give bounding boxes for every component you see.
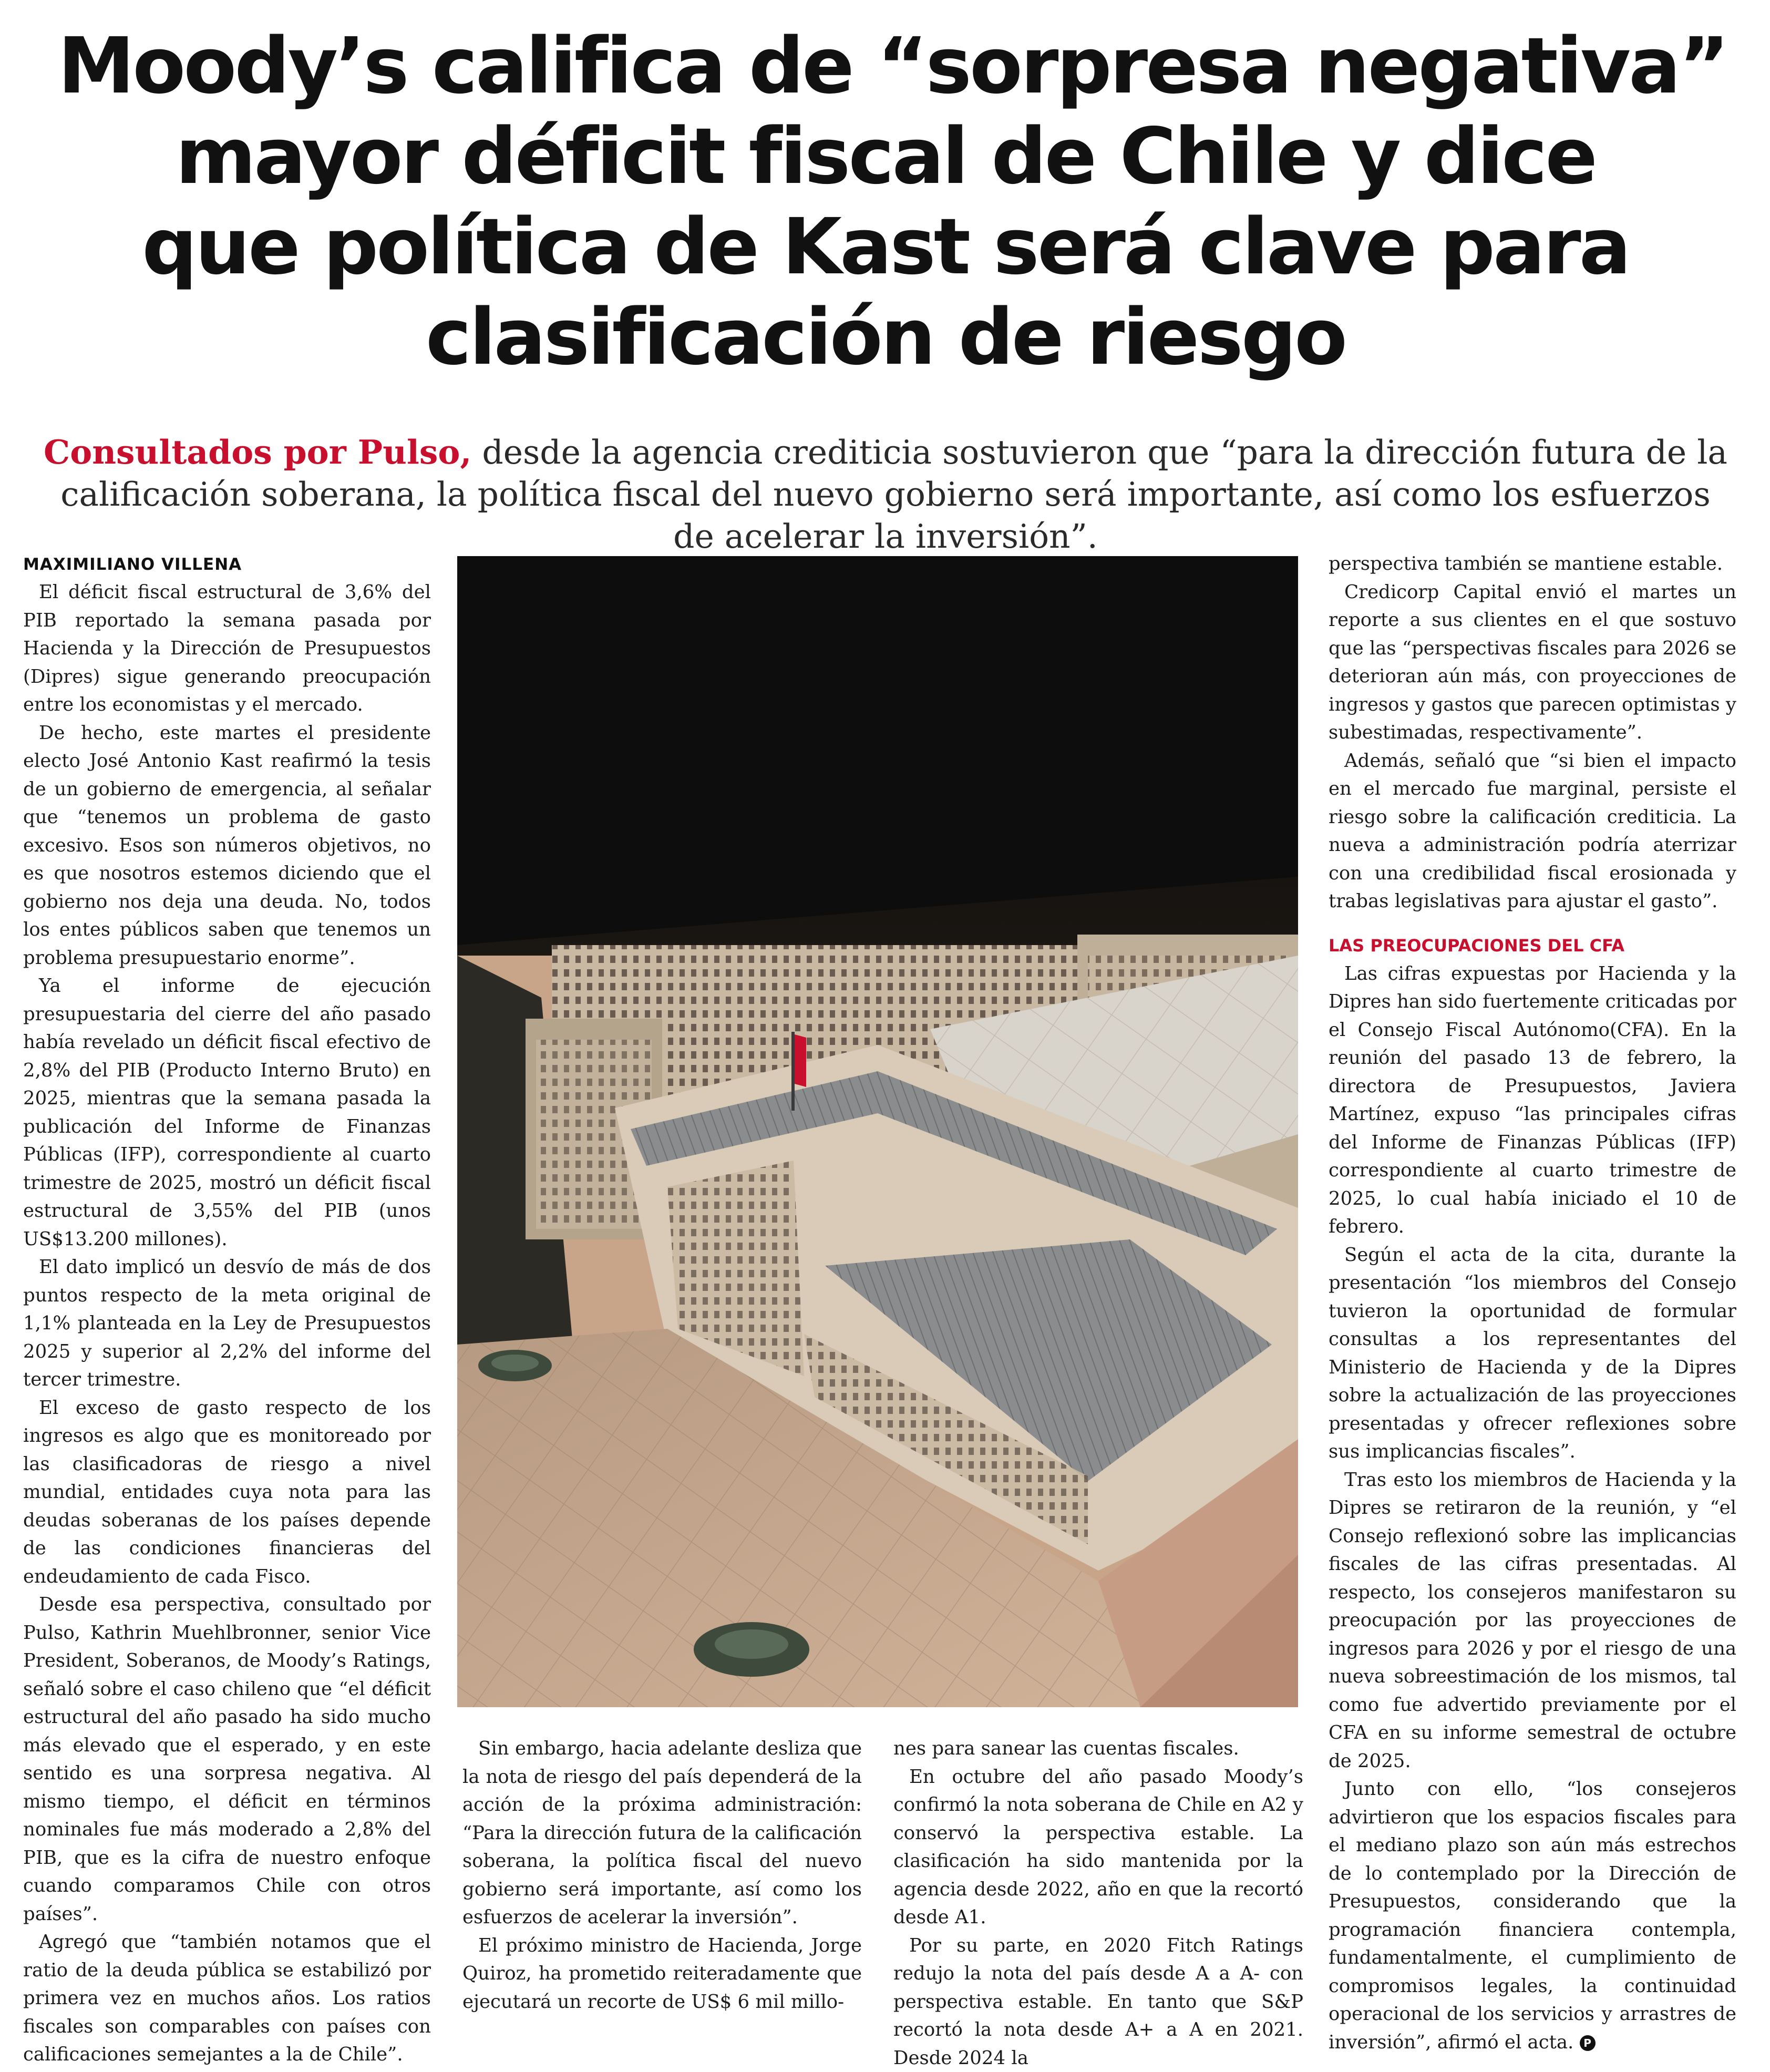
paragraph: En octubre del año pasado Moody’s confirmó la nota soberana de Chile en A2 y conservó la perspectiva estable. La clasificación ha sido mantenida por la agencia desde 2022, año en que la recortó desde A1. (893, 1763, 1303, 1932)
headline-line-4: clasificación de riesgo (58, 292, 1713, 383)
headline-line-1: Moody’s califica de “sorpresa negativa” (58, 21, 1713, 111)
paragraph: El exceso de gasto respecto de los ingresos es algo que es monitoreado por las clasificadoras de riesgo a nivel mundial, entidades cuya nota para las deudas soberanas de los países depende de las condiciones financieras del endeudamiento de cada Fisco. (23, 1394, 431, 1591)
paragraph: El dato implicó un desvío de más de dos puntos respecto de la meta original de 1,1% planteada en la Ley de Presupuestos 2025 y superior al 2,2% del informe del tercer trimestre. (23, 1253, 431, 1394)
paragraph: Agregó que “también notamos que el ratio de la deuda pública se estabilizó por primera vez en muchos años. Los ratios fiscales son comparables con países con calificaciones semejantes a la de Chile”. (23, 1928, 431, 2069)
paragraph: Según el acta de la cita, durante la presentación “los miembros del Consejo tuvieron la oportunidad de formular consultas a los representantes del Ministerio de Hacienda y de la Dipres sobre la actualización de las proyecciones presentadas y ofrecer reflexiones sobre sus implicancias fiscales”. (1329, 1241, 1736, 1466)
column-3 (893, 1735, 1303, 2072)
section-subhead: LAS PREOCUPACIONES DEL CFA (1329, 931, 1736, 960)
paragraph: Las cifras expuestas por Hacienda y la Dipres han sido fuertemente criticadas por el Consejo Fiscal Autónomo(CFA). En la reunión del pasado 13 de febrero, la directora de Presupuestos, Javiera Martínez, expuso “las principales cifras del Informe de Finanzas Públicas (IFP) correspondiente al cuarto trimestre de 2025, lo cual había iniciado el 10 de febrero. (1329, 960, 1736, 1241)
deck-lead: Consultados por Pulso, (44, 433, 471, 471)
palace-aerial-illustration (457, 556, 1298, 1707)
photo-la-moneda (457, 556, 1298, 1707)
paragraph: Tras esto los miembros de Hacienda y la Dipres se retiraron de la reunión, y “el Consejo reflexionó sobre las implicancias fiscales de las cifras presentadas. Al respecto, los consejeros manifestaron su preocupación por las proyecciones de ingresos para 2026 y por el riesgo de una nueva sobreestimación de los mismos, tal como fue advertido previamente por el CFA en su informe semestral de octubre de 2025. (1329, 1466, 1736, 1776)
paragraph: Por su parte, en 2020 Fitch Ratings redujo la nota del país desde A a A- con perspectiva estable. En tanto que S&P recortó la nota desde A+ a A en 2021. Desde 2024 la (893, 1932, 1303, 2072)
column-1 (23, 551, 431, 2069)
headline-line-3: que política de Kast será clave para (58, 202, 1713, 292)
paragraph: perspectiva también se mantiene estable. (1329, 550, 1736, 578)
deck-summary (42, 431, 1729, 558)
headline-line-2: mayor déficit fiscal de Chile y dice (58, 111, 1713, 202)
paragraph: Credicorp Capital envió el martes un reporte a sus clientes en el que sostuvo que las “perspectivas fiscales para 2026 se deterioran aún más, con proyecciones de ingresos y gastos que parecen optimistas y subestimadas, respectivamente”. (1329, 578, 1736, 747)
byline: MAXIMILIANO VILLENA (23, 551, 431, 578)
end-mark-icon: P (1580, 2035, 1596, 2051)
deck-text: desde la agencia crediticia sostuvieron que “para la dirección futura de la calificación soberana, la política fiscal del nuevo gobierno será importante, así como los esfuerzos de acelerar la inversión”. (60, 433, 1727, 556)
paragraph: Ya el informe de ejecución presupuestaria del cierre del año pasado había revelado un déficit fiscal efectivo de 2,8% del PIB (Producto Interno Bruto) en 2025, mientras que la semana pasada la publicación del Informe de Finanzas Públicas (IFP), correspondiente al cuarto trimestre de 2025, mostró un déficit fiscal estructural de 3,55% del PIB (unos US$13.200 millones). (23, 972, 431, 1253)
paragraph: Sin embargo, hacia adelante desliza que la nota de riesgo del país dependerá de la acción de la próxima administración: “Para la dirección futura de la calificación soberana, la política fiscal del nuevo gobierno será importante, así como los esfuerzos de acelerar la inversión”. (462, 1735, 862, 1932)
paragraph (1329, 1775, 1736, 2056)
paragraph: De hecho, este martes el presidente electo José Antonio Kast reafirmó la tesis de un gobierno de emergencia, al señalar que “tenemos un problema de gasto excesivo. Esos son números objetivos, no es que nosotros estemos diciendo que el gobierno nos deja una deuda. No, todos los entes públicos saben que tenemos un problema presupuestario enorme”. (23, 719, 431, 972)
paragraph: nes para sanear las cuentas fiscales. (893, 1735, 1303, 1763)
paragraph: Desde esa perspectiva, consultado por Pulso, Kathrin Muehlbronner, senior Vice President, Soberanos, de Moody’s Ratings, señaló sobre el caso chileno que “el déficit estructural del año pasado ha sido mucho más elevado que el esperado, y en este sentido es una sorpresa negativa. Al mismo tiempo, el déficit en términos nominales fue más moderado a 2,8% del PIB, que es la cifra de nuestro enfoque cuando comparamos Chile con otros países”. (23, 1591, 431, 1928)
paragraph: Además, señaló que “si bien el impacto en el mercado fue marginal, persiste el riesgo sobre la calificación crediticia. La nueva a administración podría aterrizar con una credibilidad fiscal erosionada y trabas legislativas para ajustar el gasto”. (1329, 747, 1736, 916)
column-2 (462, 1735, 862, 2016)
paragraph-text: Junto con ello, “los consejeros advirtieron que los espacios fiscales para el mediano plazo son aún más estrechos de lo contemplado por la Dirección de Presupuestos, considerando que la programación financiera contempla, fundamentalmente, el cumplimiento de compromisos legales, la continuidad operacional de los servicios y arrastres de inversión”, afirmó el acta. (1329, 1778, 1736, 2053)
column-4 (1329, 550, 1736, 2056)
headline (58, 21, 1713, 383)
paragraph: El déficit fiscal estructural de 3,6% del PIB reportado la semana pasada por Hacienda y la Dirección de Presupuestos (Dipres) sigue generando preocupación entre los economistas y el mercado. (23, 578, 431, 719)
paragraph: El próximo ministro de Hacienda, Jorge Quiroz, ha prometido reiteradamente que ejecutará un recorte de US$ 6 mil millo- (462, 1932, 862, 2016)
